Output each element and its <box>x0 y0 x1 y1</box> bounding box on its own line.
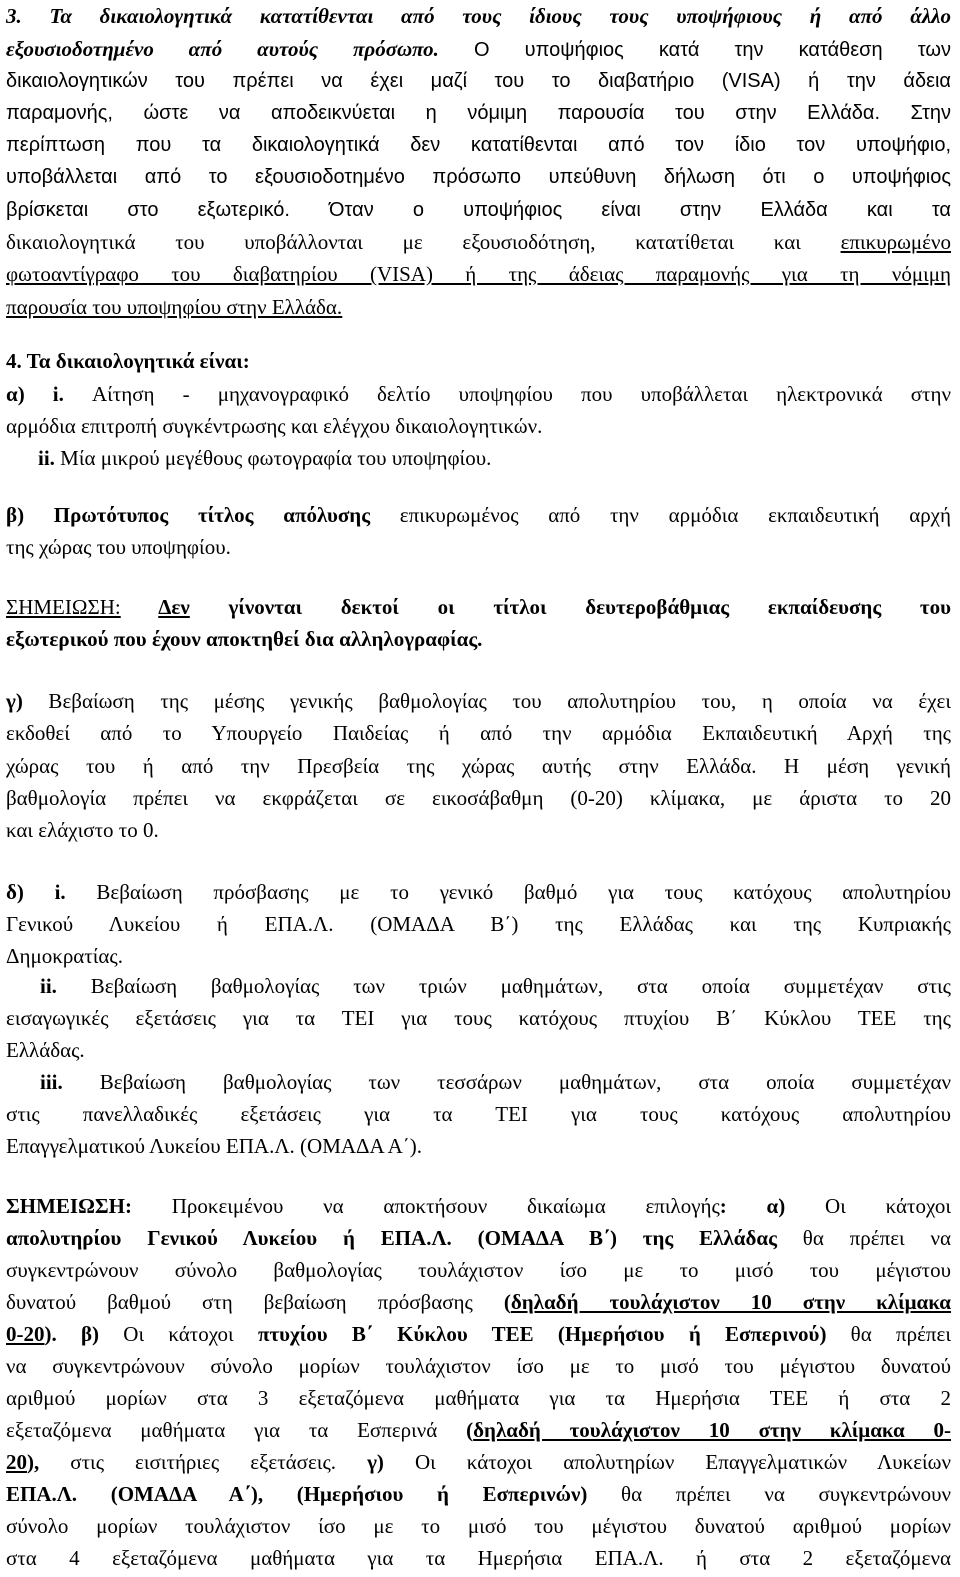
note-2-line-8: εξεταζόμενα μαθήματα για τα Εσπερινά (δηλαδή τουλάχιστον 10 στην κλίμακα 0- <box>6 1418 951 1442</box>
item-d-iii-line-2: στις πανελλαδικές εξετάσεις για τα ΤΕΙ για τους κατόχους απολυτηρίου <box>6 1102 951 1126</box>
section-3-line-4: παραμονής, ώστε να αποδεικνύεται η νόμιμη παρουσία του στην Ελλάδα. Στην <box>6 102 951 124</box>
item-d-i-line-2: Γενικού Λυκείου ή ΕΠΑ.Λ. (ΟΜΑΔΑ Β΄) της Ελλάδας και της Κυπριακής <box>6 912 951 936</box>
note-2-line-11: σύνολο μορίων τουλάχιστον ίσο με το μισό του μέγιστου δυνατού αριθμού μορίων <box>6 1514 951 1538</box>
item-d-i-line-3: Δημοκρατίας. <box>6 944 123 968</box>
note-2-line-9: 20), στις εισιτήριες εξετάσεις. γ) Οι κάτοχοι απολυτηρίων Επαγγελματικών Λυκείων <box>6 1450 951 1474</box>
item-c-line-3: χώρας του ή από την Πρεσβεία της χώρας αυτής στην Ελλάδα. Η μέση γενική <box>6 754 951 778</box>
note-1-line-1: ΣΗΜΕΙΩΣΗ: Δεν γίνονται δεκτοί οι τίτλοι δευτεροβάθμιας εκπαίδευσης του <box>6 595 951 619</box>
section-3-line-8: δικαιολογητικά του υποβάλλονται με εξουσιοδότηση, κατατίθεται και επικυρωμένο <box>6 230 951 254</box>
note-2-line-6: να συγκεντρώνουν σύνολο μορίων τουλάχιστον ίσο με το μισό του μέγιστου δυνατού <box>6 1354 951 1378</box>
note-2-line-12: στα 4 εξεταζόμενα μαθήματα για τα Ημερήσια ΕΠΑ.Λ. ή στα 2 εξεταζόμενα <box>6 1546 951 1570</box>
item-b-line-1: β) Πρωτότυπος τίτλος απόλυσης επικυρωμένος από την αρμόδια εκπαιδευτική αρχή <box>6 503 951 527</box>
section-3-line-6: υποβάλλεται από το εξουσιοδοτημένο πρόσωπο υπεύθυνη δήλωση ότι ο υποψήφιος <box>6 166 951 188</box>
section-3-heading-text-end: εξουσιοδοτημένο από αυτούς πρόσωπο. <box>6 37 439 61</box>
item-c-line-5: και ελάχιστο το 0. <box>6 818 159 842</box>
note-2-line-5: 0-20). β) Οι κάτοχοι πτυχίου Β΄ Κύκλου ΤΕΕ (Ημερήσιου ή Εσπερινού) θα πρέπει <box>6 1322 951 1346</box>
item-d-iii-line-1: iii. Βεβαίωση βαθμολογίας των τεσσάρων μαθημάτων, στα οποία συμμετέχαν <box>40 1070 951 1094</box>
item-d-iii-line-3: Επαγγελματικού Λυκείου ΕΠΑ.Λ. (ΟΜΑΔΑ Α΄). <box>6 1134 423 1158</box>
item-c-line-1: γ) Βεβαίωση της μέσης γενικής βαθμολογίας του απολυτηρίου του, η οποία να έχει <box>6 689 951 713</box>
item-d-i-line-1: δ) i. Βεβαίωση πρόσβασης με το γενικό βαθμό για τους κατόχους απολυτηρίου <box>6 880 951 904</box>
note-2-line-4: δυνατού βαθμού στη βεβαίωση πρόσβασης (δηλαδή τουλάχιστον 10 στην κλίμακα <box>6 1290 951 1314</box>
note-1-line-2: εξωτερικού που έχουν αποκτηθεί δια αλληλογραφίας. <box>6 627 483 651</box>
section-3-line-2: εξουσιοδοτημένο από αυτούς πρόσωπο. Ο υποψήφιος κατά την κατάθεση των <box>6 37 951 61</box>
note-2-line-7: αριθμού μορίων στα 3 εξεταζόμενα μαθήματα για τα Ημερήσια ΤΕΕ ή στα 2 <box>6 1386 951 1410</box>
section-3-line-7: βρίσκεται στο εξωτερικό. Όταν ο υποψήφιος είναι στην Ελλάδα και τα <box>6 199 951 221</box>
note-2-line-1: ΣΗΜΕΙΩΣΗ: Προκειμένου να αποκτήσουν δικαίωμα επιλογής: α) Οι κάτοχοι <box>6 1194 951 1218</box>
item-a-ii: ii. Μία μικρού μεγέθους φωτογραφία του υποψηφίου. <box>38 446 492 470</box>
item-a-i-line-1: α) i. Αίτηση - μηχανογραφικό δελτίο υποψηφίου που υποβάλλεται ηλεκτρονικά στην <box>6 382 951 406</box>
section-4-heading: 4. Τα δικαιολογητικά είναι: <box>6 349 250 373</box>
section-3-line-5: περίπτωση που τα δικαιολογητικά δεν κατατίθενται από τον ίδιο τον υποψήφιο, <box>6 134 951 156</box>
item-c-line-2: εκδοθεί από το Υπουργείο Παιδείας ή από την αρμόδια Εκπαιδευτική Αρχή της <box>6 721 951 745</box>
note-2-line-2: απολυτηρίου Γενικού Λυκείου ή ΕΠΑ.Λ. (ΟΜΑΔΑ Β΄) της Ελλάδας θα πρέπει να <box>6 1226 951 1250</box>
note-2-line-10: ΕΠΑ.Λ. (ΟΜΑΔΑ Α΄), (Ημερήσιου ή Εσπερινών) θα πρέπει να συγκεντρώνουν <box>6 1482 951 1506</box>
item-a-i-line-2: αρμόδια επιτροπή συγκέντρωσης και ελέγχου δικαιολογητικών. <box>6 414 543 438</box>
section-3-line-3: δικαιολογητικών του πρέπει να έχει μαζί του το διαβατήριο (VISA) ή την άδεια <box>6 70 951 92</box>
item-b-line-2: της χώρας του υποψηφίου. <box>6 535 231 559</box>
item-d-ii-line-2: εισαγωγικές εξετάσεις για τα ΤΕΙ για τους κατόχους πτυχίου Β΄ Κύκλου ΤΕΕ της <box>6 1006 951 1030</box>
item-d-ii-line-3: Ελλάδας. <box>6 1038 85 1062</box>
section-3-line-9: φωτοαντίγραφο του διαβατηρίου (VISA) ή της άδειας παραμονής για τη νόμιμη <box>6 262 951 286</box>
section-3-heading-text: 3. Τα δικαιολογητικά κατατίθενται από τους ίδιους τους υποψήφιους ή από άλλο <box>6 4 951 28</box>
section-3-line-10: παρουσία του υποψηφίου στην Ελλάδα. <box>6 295 343 319</box>
item-c-line-4: βαθμολογία πρέπει να εκφράζεται σε εικοσάβαθμη (0-20) κλίμακα, με άριστα το 20 <box>6 786 951 810</box>
item-d-ii-line-1: ii. Βεβαίωση βαθμολογίας των τριών μαθημάτων, στα οποία συμμετέχαν στις <box>40 974 951 998</box>
section-3-line-1 <box>6 0 951 32</box>
note-2-line-3: συγκεντρώνουν σύνολο βαθμολογίας τουλάχιστον ίσο με το μισό του μέγιστου <box>6 1258 951 1282</box>
